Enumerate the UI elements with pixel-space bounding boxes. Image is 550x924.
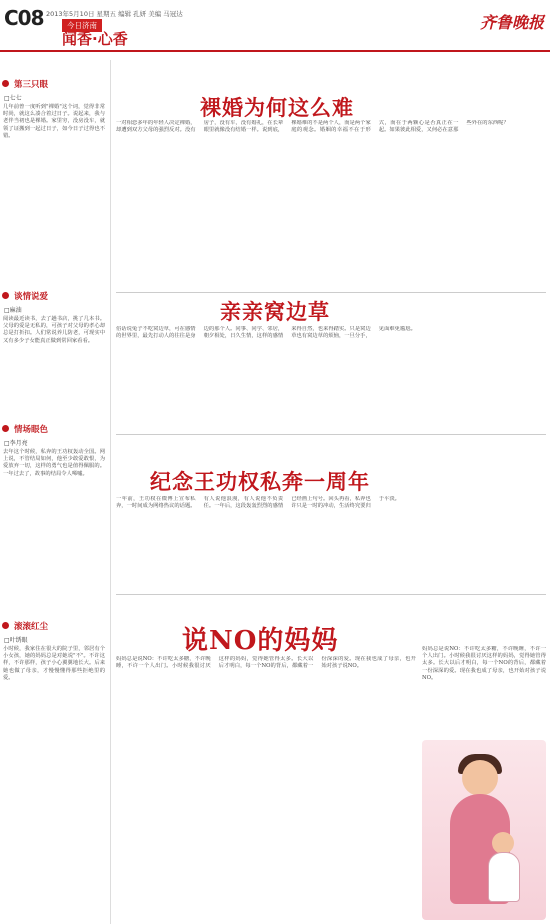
column-text: 去年这个时候，私奔的王功权轰动全国。网上说，不管结局如何，他至少敢爱敢恨，为爱放弃一切，这样的勇气也是值得佩服的。一年过去了，故事的结局令人唏嘘。	[3, 449, 105, 477]
column-author: □麻油	[4, 307, 22, 314]
column-third-eye	[0, 78, 108, 140]
column-author: □叶绣眼	[4, 637, 28, 644]
column-red-dust	[0, 620, 108, 682]
section-tag: 今日济南	[62, 19, 102, 32]
page-number: C08	[4, 6, 44, 30]
column-author: □李月亮	[4, 440, 28, 447]
column-text: 阅读最近读书，去了趟书店，挑了几本书。父母的爱是无私的，可孩子对父母的孝心却总是打折扣。人们常说养儿防老，可现实中又有多少子女能真正做到常回家看看。	[3, 316, 105, 344]
article-body: 俗话说兔子不吃窝边草，可在感情的世界里，最先打动人的往往是身边的那个人。同事、同学、邻居，朝夕相处，日久生情，这样的感情来得自然，也来得踏实。只是窝边草也有窝边草的烦恼，一旦分手，见面难免尴尬。	[116, 326, 416, 340]
article-headline: 纪念王功权私奔一周年	[150, 469, 370, 494]
column-separator	[110, 60, 111, 924]
column-love-eye	[0, 423, 108, 478]
column-author: □七七	[4, 95, 22, 102]
article-headline: 亲亲窝边草	[220, 299, 330, 324]
dateline: 2013年5月10日 星期五 编辑 孔妍 美编 马冠达	[46, 10, 183, 18]
column-head: 滚滚红尘	[0, 620, 108, 633]
page-header	[0, 0, 550, 52]
article-body: 一年前，王功权在微博上宣布私奔，一时间成为网络热议的话题。有人说他浪漫，有人说他不负责任。一年后，这段轰轰烈烈的感情已经画上句号。回头再看，私奔也许只是一时的冲动，生活终究要归于平淡。	[116, 496, 400, 510]
newspaper-logo: 齐鲁晚报	[479, 13, 544, 32]
article-headline: 说NO的妈妈	[182, 626, 339, 656]
divider	[116, 434, 546, 435]
column-text: 几年前曾一度听到"裸婚"这个词，觉得非常时尚，就这么凑合着过日子。说起来，我与老伴当初也是裸婚。家里穷，没房没车，就领了证搬到一起过日子，如今日子过得也不错。	[3, 104, 105, 139]
section-title: 闻香·心香	[62, 30, 128, 48]
illustration-mother-head	[462, 760, 498, 796]
divider	[116, 594, 546, 595]
column-head: 谈情说爱	[0, 290, 108, 303]
article-body: 妈妈总是说NO：不许吃太多糖，不许晚睡，不许一个人出门。小时候我很讨厌这样的妈妈，觉得她管得太多。长大以后才明白，每一个NO的背后，都藏着一份深深的爱。现在我也成了母亲，也开始对孩子说NO。	[422, 646, 546, 681]
illustration-child-head	[492, 832, 514, 854]
column-love-talk	[0, 290, 108, 345]
article-body: 妈妈总是说NO：不许吃太多糖，不许晚睡，不许一个人出门。小时候我很讨厌这样的妈妈，觉得她管得太多。长大以后才明白，每一个NO的背后，都藏着一份深深的爱。现在我也成了母亲，也开始对孩子说NO。	[116, 656, 416, 670]
mother-child-illustration	[422, 740, 546, 920]
left-column	[0, 60, 108, 924]
header-rule	[0, 50, 550, 52]
column-head: 情场眼色	[0, 423, 108, 436]
illustration-child-body	[488, 852, 520, 902]
article-body: 一对相恋多年的年轻人决定裸婚，却遭到双方父母的强烈反对。没有房子，没有车，没有婚礼，在长辈眼里就像没有结婚一样。说到底，裸婚难的不是两个人，而是两个家庭的观念。婚姻的幸福不在于形式，而在于两颗心是否真正在一起。如果彼此相爱，又何必在意那些外在的东西呢？	[116, 120, 509, 134]
article-headline: 裸婚为何这么难	[200, 95, 354, 120]
column-head: 第三只眼	[0, 78, 108, 91]
divider	[116, 292, 546, 293]
column-text: 小时候，我家住在很大的院子里，邻居有个小女孩，她的妈妈总是对她说"不"。不许这样，不许那样，孩子小心翼翼地长大。后来她也做了母亲，才慢慢懂得那些拒绝里的爱。	[3, 646, 105, 681]
